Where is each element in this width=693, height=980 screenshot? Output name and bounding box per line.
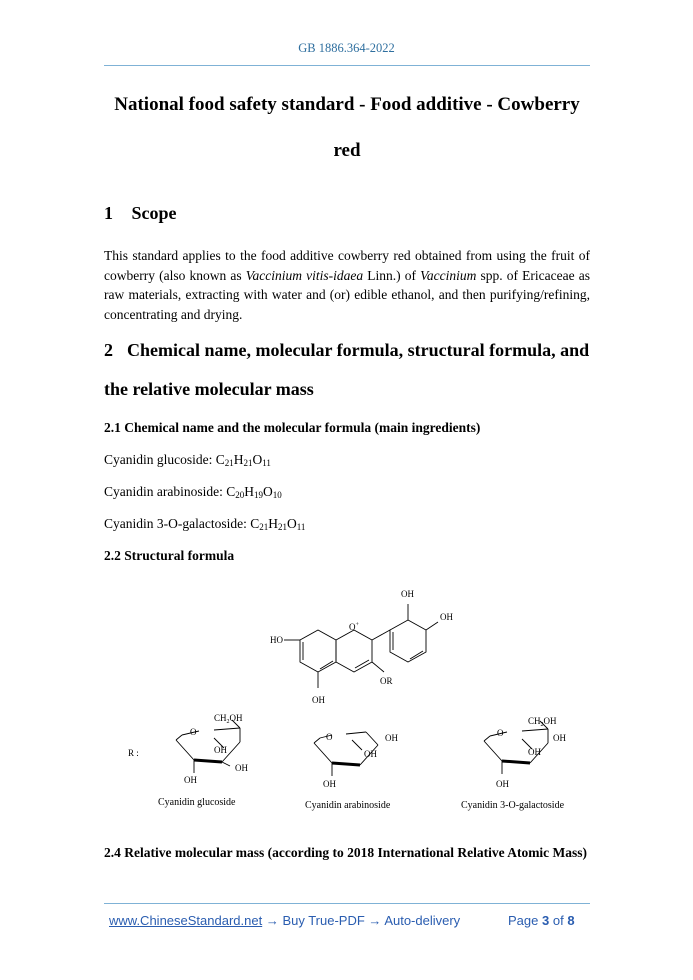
header-rule (104, 65, 590, 66)
oh-label: OH (214, 745, 227, 755)
compound-line: Cyanidin arabinoside: $C_{20}H_{19}O_{10}$ (104, 484, 282, 500)
section-1-number: 1 (104, 203, 113, 223)
page-title (104, 82, 590, 174)
scope-genus: Vaccinium (420, 267, 477, 283)
oh-label: OH (440, 612, 453, 622)
ring-o-label: O (326, 732, 333, 742)
oh-label: OH (312, 695, 325, 705)
oh-label: OH (385, 733, 398, 743)
oh-label: OH (553, 733, 566, 743)
document-code: GB 1886.364-2022 (298, 41, 395, 55)
footer-links (109, 913, 460, 928)
arrow-icon: → (262, 913, 283, 928)
section-2-line-1 (104, 331, 590, 370)
title-line-2: red (333, 140, 361, 161)
oh-label: OH (496, 779, 509, 789)
of-label: of (552, 913, 564, 928)
oh-label: OH (184, 775, 197, 785)
title-line-1: National food safety standard - Food additive - Cowberry (114, 94, 580, 115)
auto-delivery-link[interactable]: Auto-delivery (384, 913, 461, 928)
structural-formula-diagram (104, 580, 590, 820)
scope-species: Vaccinium vitis-idaea (245, 267, 364, 283)
glucose-ring (176, 720, 240, 773)
scope-text-c: spp. of Ericaceae as raw materials, extracting with water and (or) edible ethanol, and then purifying/refining, concentrating and drying. (104, 267, 590, 322)
ring-o-label: O (497, 728, 504, 738)
cyanidin-core (284, 604, 438, 688)
scope-text-a: This standard applies to the food additive cowberry red obtained from using the fruit of cowberry (also known as (104, 248, 590, 283)
oh-label: OH (528, 747, 541, 757)
page-indicator (508, 913, 575, 928)
section-2-line-2: the relative molecular mass (104, 379, 314, 399)
ch2oh-label: $CH_2OH$ (214, 713, 243, 725)
caption-glucoside: Cyanidin glucoside (158, 797, 236, 808)
oh-label: OH (235, 763, 248, 773)
footer-rule (104, 903, 590, 904)
page-number: 3 (542, 913, 550, 928)
or-label: OR (380, 676, 393, 686)
subsection-2-4-heading: 2.4 Relative molecular mass (according to 2018 International Relative Atomic Mass) (104, 845, 588, 860)
compound-line: Cyanidin glucoside: $C_{21}H_{21}O_{11}$ (104, 452, 271, 468)
subsection-2-1-heading: 2.1 Chemical name and the molecular formula (main ingredients) (104, 420, 481, 435)
site-link[interactable]: www.ChineseStandard.net (109, 913, 263, 928)
oh-label: OH (401, 589, 414, 599)
scope-paragraph (104, 246, 590, 324)
r-label: R : (128, 748, 139, 758)
subsection-2-2-heading: 2.2 Structural formula (104, 548, 235, 563)
arrow-icon: → (364, 913, 385, 928)
ch2oh-label: $CH_2OH$ (528, 716, 557, 728)
page-label: Page (508, 913, 539, 928)
o-plus-label: O+ (349, 622, 359, 632)
oh-label: OH (364, 749, 377, 759)
section-2-number: 2 (104, 340, 113, 360)
compound-line: Cyanidin 3-O-galactoside: $C_{21}H_{21}O_{11}$ (104, 516, 306, 532)
caption-arabinoside: Cyanidin arabinoside (305, 800, 391, 811)
ring-o-label: O (190, 727, 197, 737)
section-1-title: Scope (131, 203, 177, 223)
oh-label: OH (323, 779, 336, 789)
page-total: 8 (567, 913, 575, 928)
ho-label: HO (270, 635, 283, 645)
caption-galactoside: Cyanidin 3-O-galactoside (461, 800, 565, 811)
section-1-heading (104, 203, 177, 224)
section-2-heading (104, 331, 590, 409)
scope-text-b: Linn.) of (363, 267, 421, 283)
section-2-title-1: Chemical name, molecular formula, structural formula, and (127, 340, 590, 360)
buy-true-pdf-link[interactable]: Buy True-PDF (282, 913, 365, 928)
